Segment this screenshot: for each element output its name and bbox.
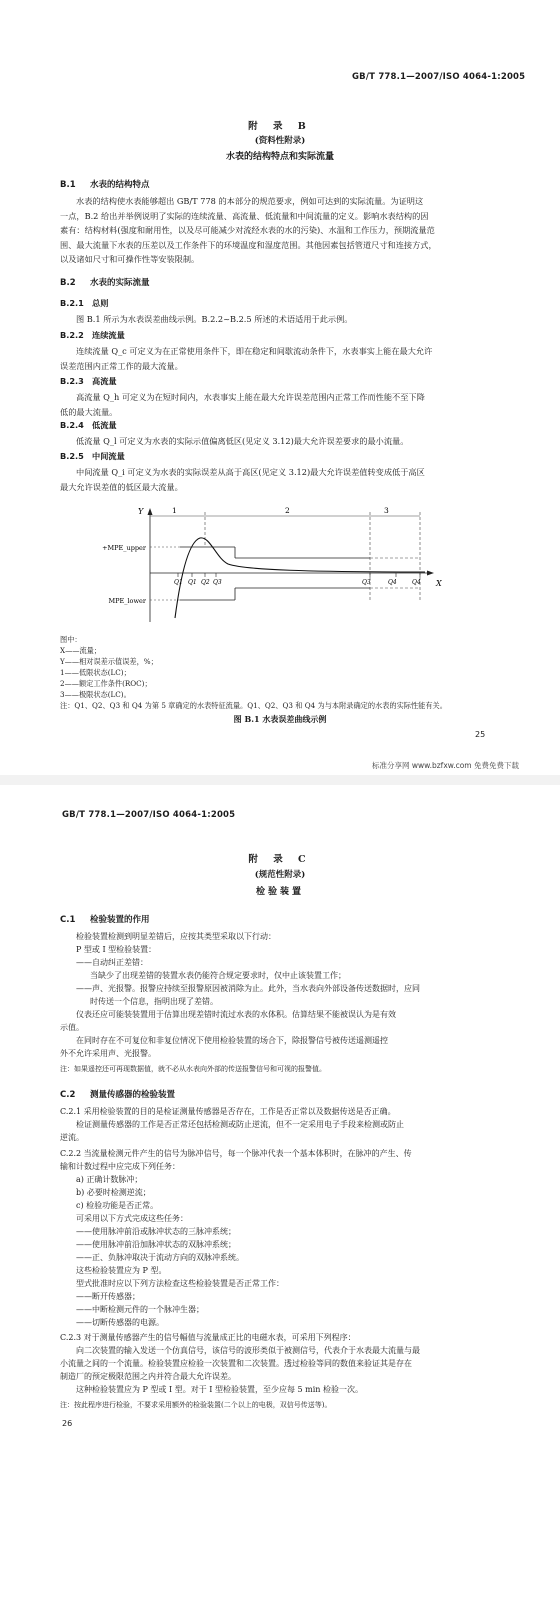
text-line: 围、最大流量下水表的压差以及工作条件下的环境温度和湿度范围。其他因素包括管道尺寸和连接方式，	[60, 239, 437, 250]
q-label: Q2	[201, 579, 210, 586]
text-line: 以及诸如尺寸和可操作性等安装限制。	[60, 254, 200, 264]
text-line: 最大允许误差值的低区最大流量。	[60, 481, 183, 492]
section-title: 水表的实际流量	[90, 278, 150, 288]
section-c1-body	[60, 930, 505, 1060]
clause-b21-text: 图 B.1 所示为水表误差曲线示例。B.2.2~B.2.5 所述的术语适用于此示例。	[76, 314, 353, 324]
clause-label: 高流量	[92, 376, 117, 386]
clause-b24-text: 低流量 Q_l 可定义为水表的实际示值偏离低区(见定义 3.12)最大允许误差要求的最小流量。	[76, 436, 409, 446]
c1-note: 注：如果遥控还可再现数据值，就不必从水表向外部的传送报警信号和可视的报警值。	[60, 1065, 326, 1073]
y-axis-arrow	[148, 508, 153, 515]
q-label: Q3	[213, 579, 222, 586]
clause-b23-text	[60, 390, 500, 419]
clause-b23-heading	[60, 376, 117, 387]
q-markers	[178, 573, 420, 577]
list-item: ——使用脉冲前沿或脉冲状态的三脉冲系统；	[76, 1227, 236, 1236]
text-line: 逆流。	[60, 1133, 84, 1142]
section-c2-heading	[60, 1088, 175, 1100]
running-head: GB/T 778.1—2007/ISO 4064-1:2005	[62, 810, 236, 820]
text-line: 仪表还应可能装装置用于估算出现差错时流过水表的水体积。估算结果不能被误认为是有效	[76, 1010, 396, 1019]
legend-title: 图中：	[60, 635, 82, 644]
text-line: C.2.2 当流量检测元件产生的信号为脉冲信号，每一个脉冲代表一个基本体积时，在脉冲的产生、传	[60, 1149, 412, 1158]
section-b1-body	[60, 194, 500, 267]
annex-b-title: 附 录 B	[248, 121, 312, 132]
clause-number: B.2.1	[60, 298, 84, 308]
text-line: 一点，B.2 给出并举例说明了实际的连续流量、高流量、低流量和中间流量的定义。影响水表结构的因	[60, 210, 429, 221]
text-line: 中间流量 Q_i 可定义为水表的实际误差从高于高区(见定义 3.12)最大允许误差值转变成低于高区	[76, 467, 425, 477]
c23-note: 注：按此程序进行检验，不要求采用额外的检验装置(二个以上的电极，双信号传送等)。	[60, 1401, 332, 1409]
zone-label-2: 2	[285, 506, 290, 515]
error-curve-figure	[80, 500, 480, 630]
page-25	[0, 0, 560, 775]
clause-c23	[60, 1331, 505, 1396]
error-curve	[175, 538, 425, 618]
section-title: 水表的结构特点	[90, 180, 150, 190]
clause-number: B.2.4	[60, 420, 84, 430]
annex-c-type: (规范性附录)	[254, 870, 306, 880]
clause-label: 中间流量	[92, 451, 125, 461]
text-line: 型式批准时应以下列方法检查这些检验装置是否正常工作：	[76, 1279, 284, 1288]
y-axis-label: Y	[138, 507, 144, 516]
mpe-upper-label: +MPE_upper	[102, 544, 146, 552]
annex-c-name: 检验装置	[255, 887, 304, 897]
list-item: ——中断检测元件的一个脉冲生器；	[76, 1305, 204, 1314]
section-number: C.1	[60, 915, 76, 925]
clause-label: 连续流量	[92, 330, 125, 340]
mpe-lower-label: MPE_lower	[108, 597, 146, 605]
clause-b21-heading	[60, 298, 108, 309]
text-line: C.2.1 采用检验装置的目的是检证测量传感器是否存在，工作是否正常以及数据传送是否正确。	[60, 1107, 396, 1116]
text-line: 低的最大流量。	[60, 406, 118, 417]
section-c1-heading	[60, 913, 150, 925]
q-label: Q4	[412, 579, 421, 586]
legend-item: X——流量；	[60, 646, 102, 655]
text-line: 这些检验装置应为 P 型。	[76, 1266, 167, 1275]
section-b1-heading	[60, 178, 150, 190]
annex-c-title: 附 录 C	[248, 854, 312, 865]
text-line: ——自动纠正差错：	[76, 958, 148, 967]
legend-item: 1——低限状态(LC)；	[60, 668, 131, 677]
zone-label-3: 3	[384, 506, 389, 515]
q-label: Q3	[362, 579, 371, 586]
x-axis-arrow	[427, 571, 434, 576]
annex-b-name: 水表的结构特点和实际流量	[225, 152, 334, 162]
page-number: 25	[475, 730, 486, 739]
text-line: 水表的结构使水表能够超出 GB/T 778 的本部分的规范要求，例如可达到的实际流量。为证明这	[76, 196, 424, 206]
list-item: ——断开传感器；	[76, 1292, 140, 1301]
page-number: 26	[62, 1419, 73, 1428]
clause-b24-heading	[60, 420, 117, 431]
text-line: 误差范围内正常工作的最大流量。	[60, 360, 183, 371]
text-line: P 型或 I 型检验装置：	[76, 945, 157, 954]
section-title: 检验装置的作用	[90, 915, 150, 925]
clause-c21	[60, 1105, 505, 1144]
list-item: b) 必要时检测逆流；	[76, 1188, 151, 1197]
clause-b25-text	[60, 465, 500, 494]
clause-number: B.2.2	[60, 330, 84, 340]
text-line: 输和计数过程中应完成下列任务：	[60, 1162, 180, 1171]
section-number: B.2	[60, 278, 76, 288]
text-line: 时传送一个信息，指明出现了差错。	[90, 997, 218, 1006]
text-line: ——声、光报警。报警应持续至报警原因被消除为止。此外，当水表向外部设备传送数据时，应同	[76, 984, 420, 993]
section-number: C.2	[60, 1090, 76, 1100]
text-line: C.2.3 对于测量传感器产生的信号幅值与流量成正比的电磁水表，可采用下列程序：	[60, 1333, 356, 1342]
clause-label: 总则	[92, 298, 109, 308]
list-item: ——切断传感器的电源。	[76, 1318, 164, 1327]
list-item: ——使用脉冲前沿加脉冲状态的双脉冲系统；	[76, 1240, 236, 1249]
text-line: 连续流量 Q_c 可定义为在正常使用条件下，即在稳定和间歇流动条件下，水表事实上能在最大允许	[76, 346, 433, 356]
text-line: 在同时存在不可复位和非复位情况下使用检验装置的场合下，除报警信号被传送遥测遥控	[76, 1036, 388, 1045]
running-head: GB/T 778.1—2007/ISO 4064-1:2005	[352, 72, 526, 82]
text-line: 检验装置检测到明显差错后，应按其类型采取以下行动：	[76, 932, 276, 941]
clause-b22-text	[60, 344, 500, 373]
annex-b-type: (资料性附录)	[254, 136, 306, 146]
section-title: 测量传感器的检验装置	[90, 1090, 176, 1100]
clause-b22-heading	[60, 330, 125, 341]
watermark-text: 标准分享网 www.bzfxw.com 免费免费下载	[372, 761, 519, 770]
clause-number: B.2.5	[60, 451, 84, 461]
clause-label: 低流量	[92, 420, 117, 430]
text-line: 向二次装置的输入发送一个仿真信号，该信号的波形类似于被测信号，代表介于水表最大流量与最	[76, 1346, 420, 1355]
figure-caption: 图 B.1 水表误差曲线示例	[233, 714, 327, 724]
text-line: 制造厂的预定极限范围之内并符合最大允许误差。	[60, 1372, 236, 1381]
text-line: 素有：结构材料(强度和耐用性，以及尽可能减少对流经水表的水的污染)、水温和工作压力，预期流量范	[60, 225, 435, 235]
section-b2-heading	[60, 276, 150, 288]
text-line: 高流量 Q_h 可定义为在短时间内，水表事实上能在最大允许误差范围内正常工作而性能不至下降	[76, 392, 425, 402]
q-label: Q4	[388, 579, 397, 586]
section-number: B.1	[60, 180, 76, 190]
legend-note: 注：Q1、Q2、Q3 和 Q4 为第 5 章确定的水表特征流量。Q1、Q2、Q3 和 Q4 为与本附录确定的水表的实际性能有关。	[60, 701, 447, 710]
text-line: 可采用以下方式完成这些任务：	[76, 1214, 188, 1223]
text-line: 检证测量传感器的工作是否正常还包括检测或防止逆流，但不一定采用电子手段来检测或防止	[76, 1120, 404, 1129]
page-separator	[0, 775, 560, 785]
legend-item: 2——额定工作条件(ROC)；	[60, 679, 152, 688]
clause-number: B.2.3	[60, 376, 84, 386]
q-label: Q1	[174, 579, 183, 586]
text-line: 小流量之间的一个流量。检验装置应检验一次装置和二次装置。透过检验等同的数值来验证其是存在	[60, 1359, 412, 1368]
x-axis-label: X	[436, 579, 442, 588]
clause-c22	[60, 1147, 505, 1329]
q-label: Q1	[188, 579, 197, 586]
list-item: ——正、负脉冲取决于流动方向的双脉冲系统。	[76, 1253, 244, 1262]
list-item: a) 正确计数脉冲；	[76, 1175, 143, 1184]
legend-item: Y——相对误差示值误差，%；	[60, 657, 158, 666]
figure-legend	[60, 634, 505, 711]
page-26	[0, 785, 560, 1600]
clause-b25-heading	[60, 451, 125, 462]
list-item: c) 检验功能是否正常。	[76, 1201, 159, 1210]
zone-label-1: 1	[172, 506, 177, 515]
text-line: 当缺少了出现差错的装置水表仍能符合规定要求时，仅中止该装置工作；	[90, 971, 346, 980]
text-line: 外不允许采用声、光报警。	[60, 1049, 156, 1058]
legend-item: 3——极限状态(LC)。	[60, 690, 131, 699]
text-line: 示值。	[60, 1023, 84, 1032]
text-line: 这种检验装置应为 P 型或 I 型。对于 I 型检验装置，至少应每 5 min 检验一次。	[76, 1385, 363, 1394]
